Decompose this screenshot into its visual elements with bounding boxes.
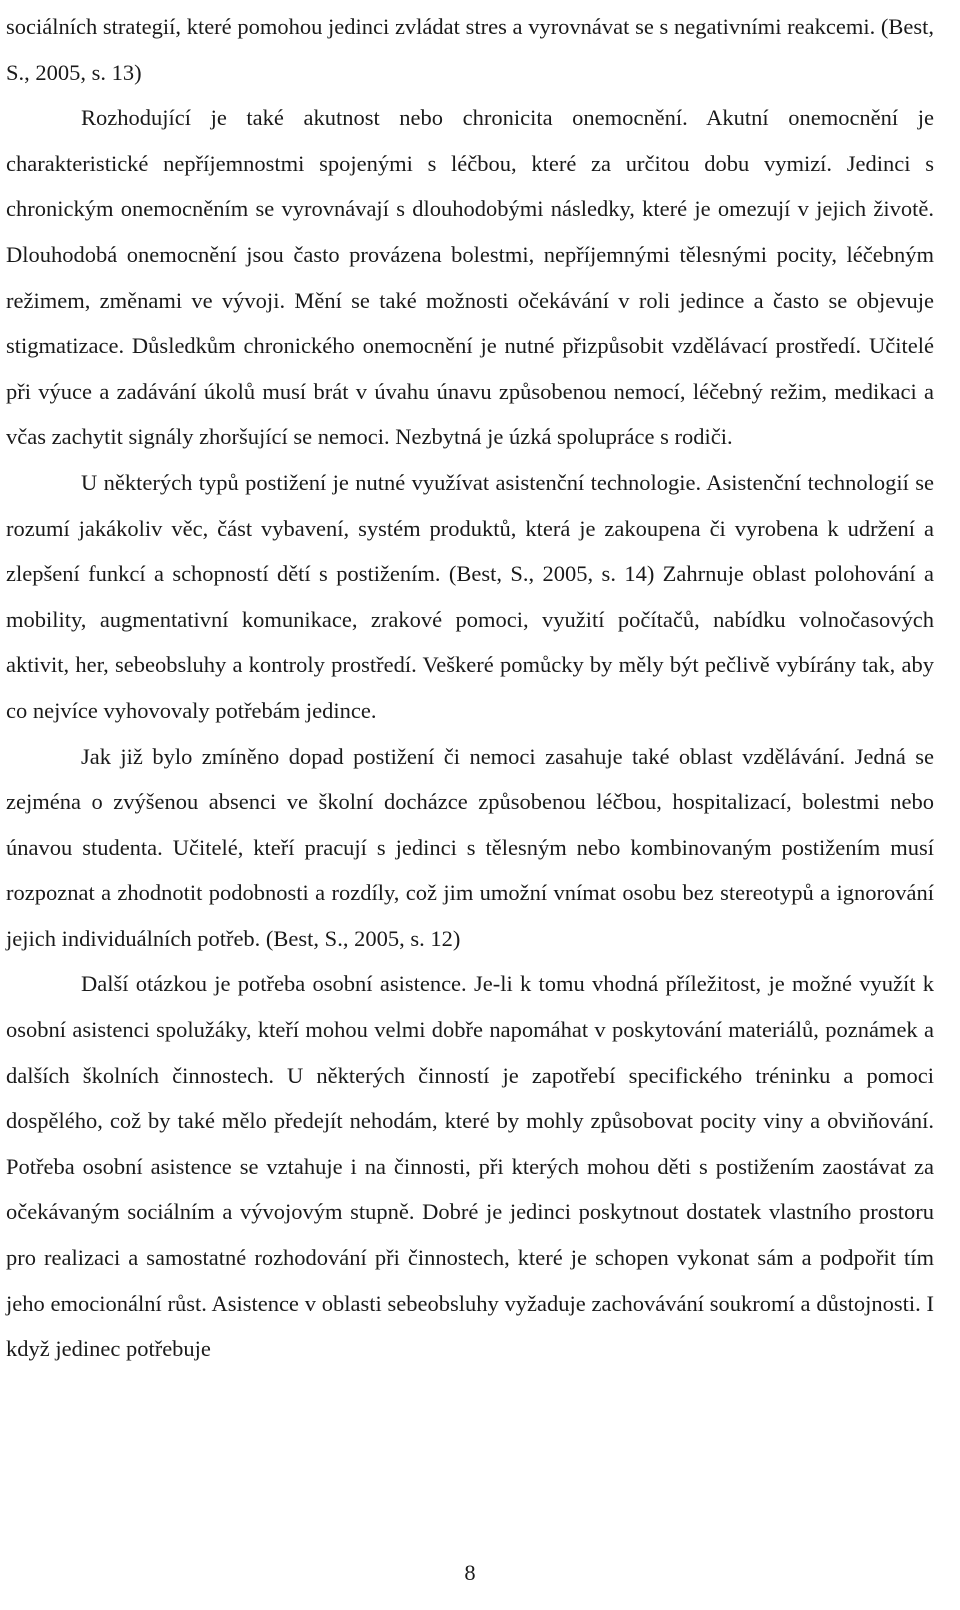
paragraph-continuation: sociálních strategií, které pomohou jedinci zvládat stres a vyrovnávat se s negativními reakcemi. (Best, S., 2005, s. 13) xyxy=(6,14,934,85)
paragraph-chronic-illness: Rozhodující je také akutnost nebo chronicita onemocnění. Akutní onemocnění je charakteristické nepříjemnostmi spojenými s léčbou, které za určitou dobu vymizí. Jedinci s chronickým onemocněním se vyrovnávají s dlouhodobými následky, které je omezují v jejich životě. Dlouhodobá onemocnění jsou často provázena bolestmi, nepříjemnými tělesnými pocity, léčebným režimem, změnami ve vývoji. Mění se také možnosti očekávání v roli jedince a často se objevuje stigmatizace. Důsledkům chronického onemocnění je nutné přizpůsobit vzdělávací prostředí. Učitelé při výuce a zadávání úkolů musí brát v úvahu únavu způsobenou nemocí, léčebný režim, medikaci a včas zachytit signály zhoršující se nemoci. Nezbytná je úzká spolupráce s rodiči. xyxy=(6,105,934,450)
paragraph-assistive-technology: U některých typů postižení je nutné využívat asistenční technologie. Asistenční technologií se rozumí jakákoliv věc, část vybavení, systém produktů, která je zakoupena či vyrobena k udržení a zlepšení funkcí a schopností dětí s postižením. (Best, S., 2005, s. 14) Zahrnuje oblast polohování a mobility, augmentativní komunikace, zrakové pomoci, využití počítačů, nabídku volnočasových aktivit, her, sebeobsluhy a kontroly prostředí. Veškeré pomůcky by měly být pečlivě vybírány tak, aby co nejvíce vyhovovaly potřebám jedince. xyxy=(6,469,934,723)
document-page xyxy=(6,4,934,1372)
page-number: 8 xyxy=(464,1560,476,1585)
paragraph-personal-assistance: Další otázkou je potřeba osobní asistence. Je-li k tomu vhodná příležitost, je možné využít k osobní asistenci spolužáky, kteří mohou velmi dobře napomáhat v poskytování materiálů, poznámek a dalších školních činnostech. U některých činností je zapotřebí specifického tréninku a pomoci dospělého, což by také mělo předejít nehodám, které by mohly způsobovat pocity viny a obviňování. Potřeba osobní asistence se vztahuje i na činnosti, při kterých mohou děti s postižením zaostávat za očekávaným sociálním a vývojovým stupně. Dobré je jedinci poskytnout dostatek vlastního prostoru pro realizaci a samostatné rozhodování při činnostech, které je schopen vykonat sám a podpořit tím jeho emocionální růst. Asistence v oblasti sebeobsluhy vyžaduje zachovávání soukromí a důstojnosti. I když jedinec potřebuje xyxy=(6,971,934,1362)
paragraph-education-impact: Jak již bylo zmíněno dopad postižení či nemoci zasahuje také oblast vzdělávání. Jedná se zejména o zvýšenou absenci ve školní docházce způsobenou léčbou, hospitalizací, bolestmi nebo únavou studenta. Učitelé, kteří pracují s jedinci s tělesným nebo kombinovaným postižením musí rozpoznat a zhodnotit podobnosti a rozdíly, což jim umožní vnímat osobu bez stereotypů a ignorování jejich individuálních potřeb. (Best, S., 2005, s. 12) xyxy=(6,743,934,951)
